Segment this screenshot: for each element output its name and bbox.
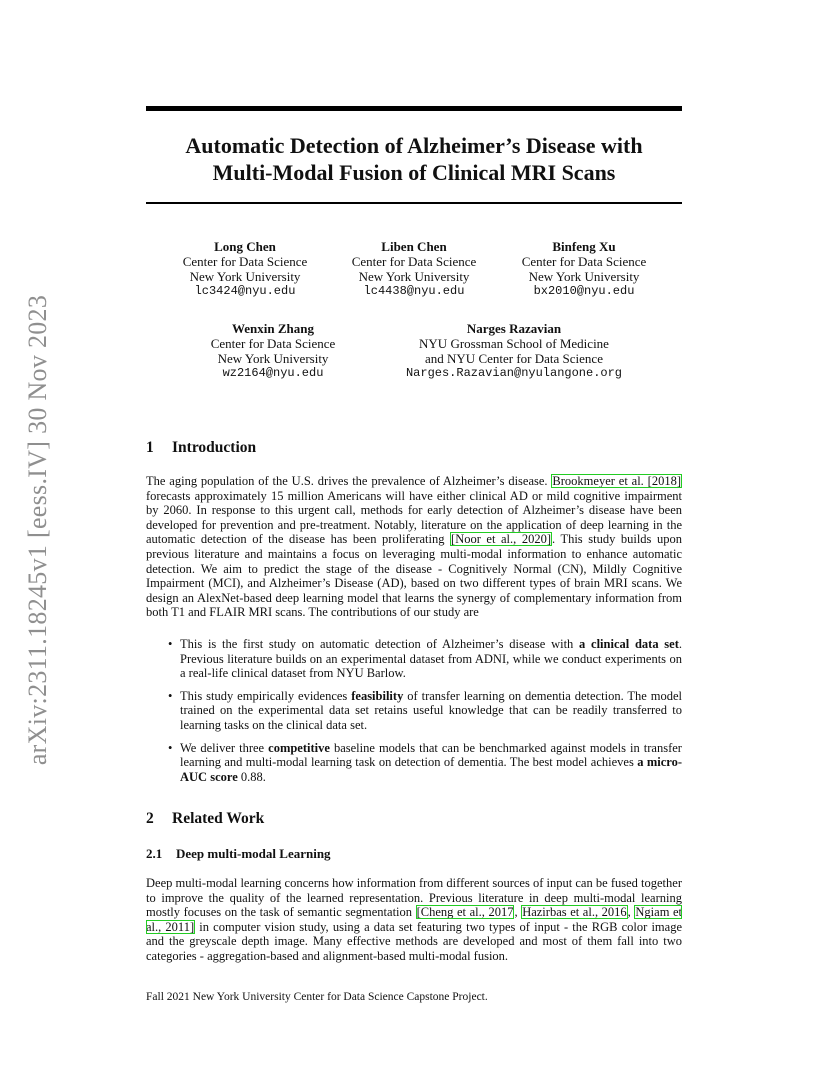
author-name: Binfeng Xu <box>552 239 616 254</box>
author-name: Long Chen <box>214 239 276 254</box>
author-name: Narges Razavian <box>466 321 562 336</box>
bullet-icon: • <box>168 688 173 703</box>
title-top-rule <box>146 106 682 111</box>
text-run: , <box>514 905 522 920</box>
bold-text: feasibility <box>351 688 404 703</box>
paper-title <box>146 132 682 186</box>
arxiv-stamp: arXiv:2311.18245v1 [eess.IV] 30 Nov 2023 <box>23 294 52 766</box>
citation-link[interactable]: Hazirbas et al., 2016 <box>522 905 627 920</box>
section-title: Introduction <box>172 439 257 456</box>
text-run: This is the first study on automatic detection of Alzheimer’s disease with <box>180 637 580 651</box>
intro-paragraph <box>146 474 682 620</box>
author-block <box>341 239 487 299</box>
list-item <box>168 688 682 733</box>
bullet-icon: • <box>168 740 173 755</box>
author-affiliation: New York University <box>189 269 301 284</box>
author-email[interactable]: lc4438@nyu.edu <box>363 284 465 298</box>
author-affiliation: New York University <box>358 269 470 284</box>
citation-link[interactable]: Brookmeyer et al. [2018] <box>552 474 681 488</box>
footnote: Fall 2021 New York University Center for Data Science Capstone Project. <box>146 991 488 1003</box>
text-run: . This study builds upon previous literature and maintains a focus on leveraging multi-modal information to enhance automatic detection. We aim to predict the stage of the disease - Cognitively Normal (CN), Mildly Cognitive Impairment (MCI), and Alzheimer’s Disease (AD), based on two different types of brain MRI scans. We design an AlexNet-based deep learning model that learns the synergy of complementary information from both T1 and FLAIR MRI scans. The contributions of our study are <box>146 532 682 620</box>
author-email[interactable]: lc3424@nyu.edu <box>194 284 296 298</box>
bullet-icon: • <box>168 637 173 651</box>
author-affiliation: New York University <box>528 269 640 284</box>
section-heading-introduction <box>146 439 256 457</box>
citation-link[interactable]: Ngiam et al., 2011] <box>146 905 683 934</box>
subsection-number: 2.1 <box>146 846 163 861</box>
author-affiliation: Center for Data Science <box>182 254 308 269</box>
text-run: The aging population of the U.S. drives the prevalence of Alzheimer’s disease. <box>146 474 552 488</box>
section-title: Related Work <box>172 810 265 827</box>
author-affiliation: Center for Data Science <box>351 254 477 269</box>
author-affiliation: Center for Data Science <box>210 336 336 351</box>
title-line-1: Automatic Detection of Alzheimer’s Disease with <box>185 133 643 158</box>
list-item <box>168 740 683 785</box>
section-heading-related-work <box>146 810 264 828</box>
text-run: This study empirically evidences <box>180 688 352 703</box>
author-name: Wenxin Zhang <box>231 321 314 336</box>
author-block <box>200 321 346 381</box>
text-run: of transfer learning on dementia detection. The model trained on the experimental data set retains useful knowledge that can be readily transferred to learning tasks on the clinical data set. <box>180 688 682 732</box>
text-run: . Previous literature builds on an experimental dataset from ADNI, while we conduct experiments on a real-life clinical dataset from NYU Barlow. <box>180 637 682 681</box>
author-block <box>394 321 634 381</box>
citation-link[interactable]: [Noor et al., 2020] <box>451 532 551 547</box>
author-affiliation: NYU Grossman School of Medicine <box>419 336 609 351</box>
list-item <box>168 637 682 681</box>
text-run: , <box>627 905 635 920</box>
author-affiliation: New York University <box>217 351 329 366</box>
text-run: in computer vision study, using a data set featuring two types of input - the RGB color image and the greyscale depth image. Many effective methods are developed and most of them fall into two categories - aggregation-based and alignment-based multi-modal fusion. <box>146 919 682 963</box>
author-block <box>172 239 318 299</box>
section-number: 1 <box>146 439 154 456</box>
author-email[interactable]: Narges.Razavian@nyulangone.org <box>405 366 623 380</box>
text-run: Deep multi-modal learning concerns how information from different sources of input can be fused together to improve the quality of the learned representation. Previous literature in deep multi-modal learning mostly focuses on the task of semantic segmentation <box>146 876 682 920</box>
text-run: 0.88. <box>237 769 266 784</box>
bold-text: a micro-AUC score <box>180 755 683 784</box>
author-name: Liben Chen <box>381 239 447 254</box>
contributions-list <box>168 637 683 792</box>
author-affiliation: and NYU Center for Data Science <box>425 351 603 366</box>
text-run: We deliver three <box>180 740 269 755</box>
bold-text: competitive <box>268 740 330 755</box>
title-line-2: Multi-Modal Fusion of Clinical MRI Scans <box>212 160 616 185</box>
author-email[interactable]: wz2164@nyu.edu <box>222 366 324 380</box>
text-run: forecasts approximately 15 million Americans will have either clinical AD or mild cognitive impairment by 2060. In response to this urgent call, methods for early detection of Alzheimer’s disease have been developed for prevention and pre-treatment. Notably, literature on the application of deep learning in the automatic detection of the disease has been proliferating <box>146 488 682 547</box>
author-block <box>511 239 657 299</box>
section-number: 2 <box>146 810 154 827</box>
author-affiliation: Center for Data Science <box>521 254 647 269</box>
title-bottom-rule <box>146 202 682 204</box>
citation-link[interactable]: [Cheng et al., 2017 <box>416 905 514 920</box>
bold-text: a clinical data set <box>579 637 679 651</box>
subsection-heading-deep-multimodal <box>146 846 331 862</box>
text-run: baseline models that can be benchmarked against models in transfer learning and multi-modal learning task on detection of dementia. The best model achieves <box>180 740 682 770</box>
related-paragraph <box>146 876 682 964</box>
author-email[interactable]: bx2010@nyu.edu <box>533 284 635 298</box>
subsection-title: Deep multi-modal Learning <box>176 846 331 861</box>
